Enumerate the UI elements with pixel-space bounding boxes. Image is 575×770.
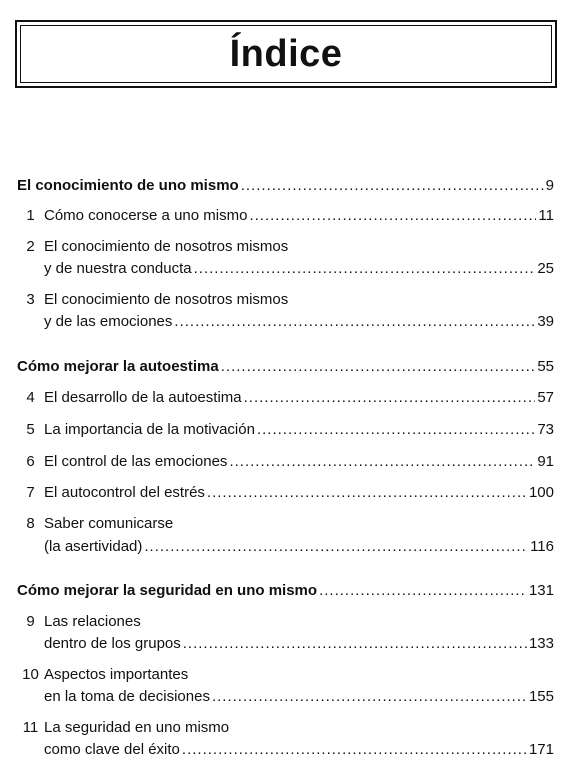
section-heading[interactable] (17, 358, 554, 376)
chapter-title-line: Saber comunicarse (44, 515, 174, 532)
toc-entry[interactable] (17, 741, 554, 759)
chapter-title: El control de las emociones (44, 453, 228, 470)
section-title: Cómo mejorar la autoestima (17, 358, 219, 375)
chapter-number: 3 (26, 291, 35, 308)
page-title: Índice (229, 32, 343, 75)
toc-entry[interactable] (17, 207, 554, 225)
chapter-title: El desarrollo de la autoestima (44, 389, 242, 406)
chapter-number: 4 (26, 389, 35, 406)
chapter-number: 6 (26, 453, 35, 470)
chapter-page-number: 73 (537, 421, 554, 438)
leader-dots (241, 177, 544, 195)
chapter-title-line: Las relaciones (44, 613, 141, 630)
chapter-number: 8 (26, 515, 35, 532)
chapter-title-line: y de nuestra conducta (44, 260, 192, 277)
section-title: El conocimiento de uno mismo (17, 177, 239, 194)
section-page-number: 55 (537, 358, 554, 375)
chapter-number: 11 (22, 719, 39, 736)
chapter-page-number: 25 (537, 260, 554, 277)
chapter-title-line: El conocimiento de nosotros mismos (44, 291, 289, 308)
chapter-number: 9 (26, 613, 35, 630)
toc-entry[interactable] (17, 453, 554, 471)
leader-dots (229, 453, 535, 471)
leader-dots (249, 207, 536, 225)
chapter-page-number: 39 (537, 313, 554, 330)
leader-dots (182, 741, 527, 759)
leader-dots (212, 688, 527, 706)
leader-dots (144, 538, 528, 556)
toc-entry[interactable] (17, 260, 554, 278)
leader-dots (174, 313, 535, 331)
chapter-title-line: y de las emociones (44, 313, 173, 330)
chapter-title: La importancia de la motivación (44, 421, 255, 438)
toc-entry[interactable] (17, 484, 554, 502)
leader-dots (207, 484, 527, 502)
chapter-title-line: La seguridad en uno mismo (44, 719, 230, 736)
section-heading[interactable] (17, 177, 554, 195)
chapter-title: El autocontrol del estrés (44, 484, 205, 501)
section-title: Cómo mejorar la seguridad en uno mismo (17, 582, 318, 599)
chapter-number: 7 (26, 484, 35, 501)
leader-dots (257, 421, 535, 439)
chapter-title-line: El conocimiento de nosotros mismos (44, 238, 289, 255)
chapter-page-number: 91 (537, 453, 554, 470)
chapter-number: 10 (22, 666, 39, 683)
chapter-number: 1 (26, 207, 35, 224)
chapter-title-line: como clave del éxito (44, 741, 180, 758)
chapter-page-number: 11 (538, 207, 554, 224)
toc-entry[interactable] (17, 688, 554, 706)
chapter-page-number: 100 (528, 484, 554, 501)
chapter-title-line: Aspectos importantes (44, 666, 189, 683)
toc-entry[interactable] (17, 389, 554, 407)
chapter-title: Cómo conocerse a uno mismo (44, 207, 248, 224)
leader-dots (221, 358, 536, 376)
section-page-number: 9 (545, 177, 554, 194)
chapter-page-number: 155 (528, 688, 554, 705)
section-heading[interactable] (17, 582, 554, 600)
section-page-number: 131 (528, 582, 554, 599)
toc-entry[interactable] (17, 538, 554, 556)
chapter-number: 2 (26, 238, 35, 255)
leader-dots (319, 582, 527, 600)
chapter-number: 5 (26, 421, 35, 438)
toc-entry[interactable] (17, 421, 554, 439)
chapter-title-line: dentro de los grupos (44, 635, 181, 652)
chapter-page-number: 57 (537, 389, 554, 406)
leader-dots (244, 389, 536, 407)
toc-entry[interactable] (17, 635, 554, 653)
leader-dots (183, 635, 527, 653)
chapter-page-number: 171 (528, 741, 554, 758)
chapter-title-line: (la asertividad) (44, 538, 143, 555)
chapter-page-number: 133 (528, 635, 554, 652)
chapter-page-number: 116 (530, 538, 554, 555)
chapter-title-line: en la toma de decisiones (44, 688, 210, 705)
leader-dots (194, 260, 536, 278)
toc-entry[interactable] (17, 313, 554, 331)
